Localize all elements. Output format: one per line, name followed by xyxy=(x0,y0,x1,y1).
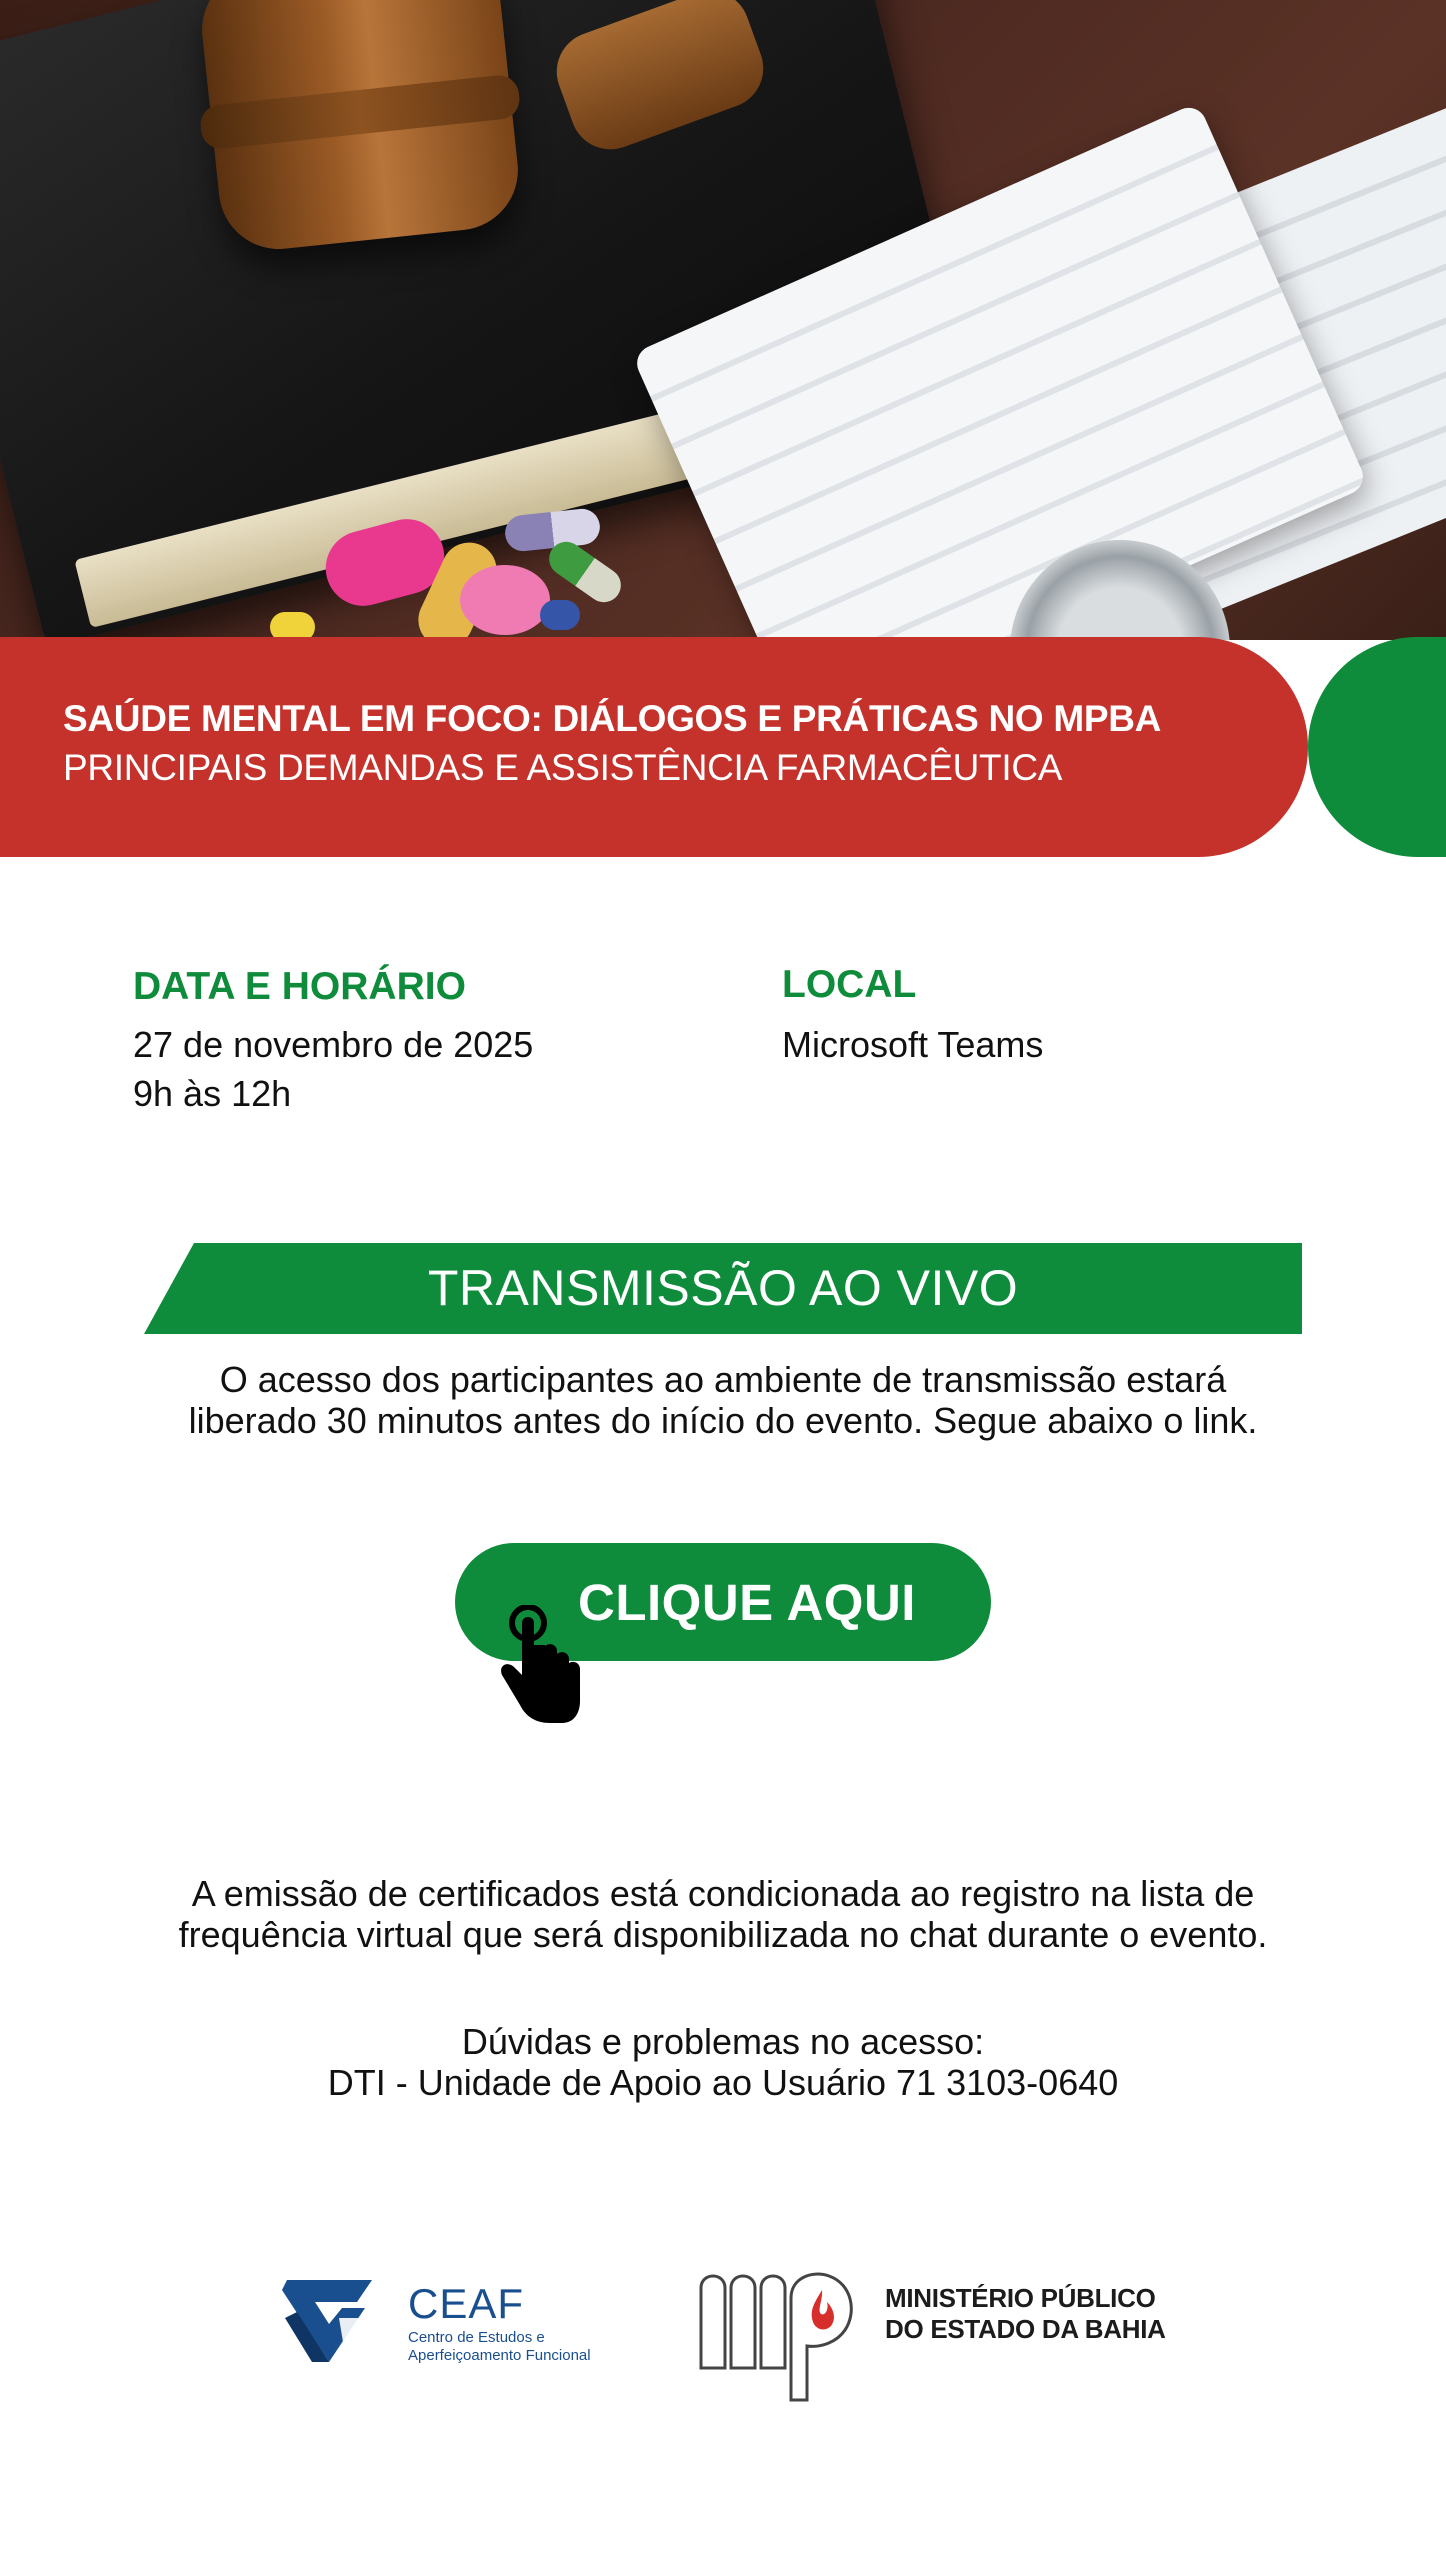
ceaf-description-line1: Centro de Estudos e xyxy=(408,2329,545,2346)
certificate-notice-line2: frequência virtual que será disponibilizada no chat durante o evento. xyxy=(178,1914,1268,1955)
support-contact: DTI - Unidade de Apoio ao Usuário 71 3103-0640 xyxy=(327,2062,1119,2103)
certificate-notice-line1: A emissão de certificados está condicionada ao registro na lista de xyxy=(191,1873,1255,1914)
event-date: 27 de novembro de 2025 xyxy=(133,1024,534,1065)
ceaf-description-line2: Aperfeiçoamento Funcional xyxy=(408,2347,591,2364)
location-label: LOCAL xyxy=(782,963,917,1006)
datetime-label: DATA E HORÁRIO xyxy=(133,965,466,1008)
pointer-hand-icon xyxy=(492,1605,582,1725)
mp-bahia-logo-icon xyxy=(697,2268,862,2404)
ceaf-logo-icon xyxy=(277,2272,382,2368)
support-heading: Dúvidas e problemas no acesso: xyxy=(461,2021,985,2062)
pill xyxy=(542,535,627,609)
pill xyxy=(540,600,580,630)
pill xyxy=(270,612,315,640)
event-title: SAÚDE MENTAL EM FOCO: DIÁLOGOS E PRÁTICAS NO MPBA xyxy=(63,698,1162,739)
mp-name xyxy=(885,2283,1166,2345)
pill xyxy=(460,565,550,635)
live-description-line2: liberado 30 minutos antes do início do evento. Segue abaixo o link. xyxy=(188,1400,1258,1441)
click-here-button[interactable]: CLIQUE AQUI xyxy=(455,1543,991,1661)
mp-name-line2: DO ESTADO DA BAHIA xyxy=(885,2314,1166,2344)
decorative-circle xyxy=(1308,637,1446,857)
event-subtitle: PRINCIPAIS DEMANDAS E ASSISTÊNCIA FARMACÊUTICA xyxy=(63,747,1063,788)
event-time: 9h às 12h xyxy=(133,1073,292,1114)
hero-image xyxy=(0,0,1446,640)
event-location: Microsoft Teams xyxy=(782,1024,1044,1065)
ceaf-name: CEAF xyxy=(408,2280,525,2327)
live-title: TRANSMISSÃO AO VIVO xyxy=(427,1260,1019,1316)
live-description-line1: O acesso dos participantes ao ambiente de transmissão estará xyxy=(219,1359,1227,1400)
mp-name-line1: MINISTÉRIO PÚBLICO xyxy=(885,2283,1156,2313)
ceaf-description xyxy=(408,2329,591,2365)
